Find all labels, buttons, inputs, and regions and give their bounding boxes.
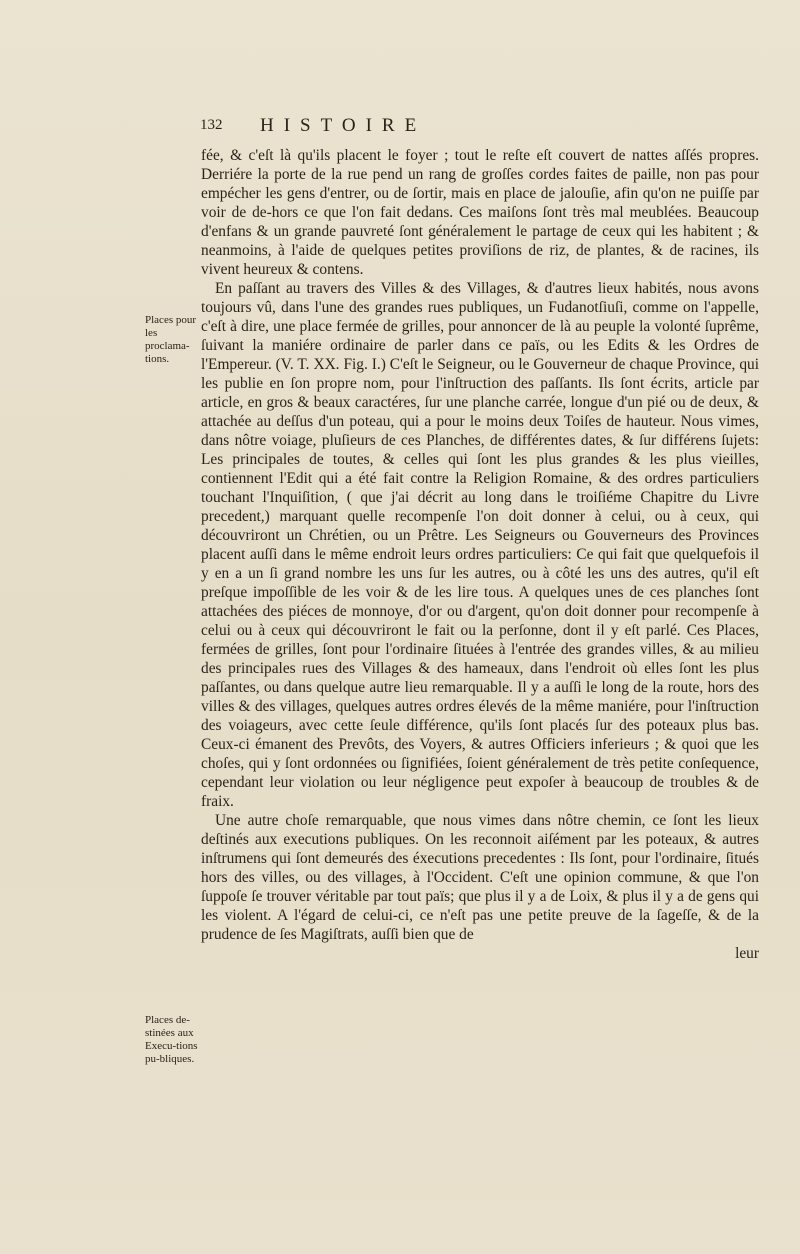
running-title: HISTOIRE (260, 115, 427, 136)
page-header (200, 117, 760, 139)
paragraph-houses: fée, & c'eſt là qu'ils placent le foyer ; tout le reſte eſt couvert de nattes aſſés propres. Derriére la porte de la rue pend un rang de groſſes cordes faites de paille, non pas pour empécher les gens d'entrer, ou de ſortir, mais en place de jalouſie, afin qu'on ne puiſſe par voir de de-hors ce que l'on fait dedans. Ces maiſons ſont très mal meublées. Beaucoup d'enfans & un grande pauvreté ſont généralement le partage de ceux qui les habitent ; & neanmoins, à l'aide de quelques petites proviſions de riz, de plantes, & de racines, ils vivent heureux & contens. (201, 147, 759, 278)
margin-note-proclamations: Places pour les proclama-tions. (145, 314, 197, 365)
catchword: leur (735, 945, 759, 962)
paragraph-proclamation-places: En paſſant au travers des Villes & des Villages, & d'autres lieux habités, nous avons toujours vû, dans l'une des grandes rues publiques, un Fudanotſiuſi, comme on l'appelle, c'eſt à dire, une place fermée de grilles, pour annoncer de là au peuple la volonté ſuprême, ſuivant la maniére ordinaire de parler dans ce païs, ou les Edits & les Ordres de l'Empereur. (V. T. XX. Fig. I.) C'eſt le Seigneur, ou le Gouverneur de chaque Province, qui les publie en ſon propre nom, pour l'inſtruction des paſſants. Ils ſont écrits, article par article, en gros & beaux caractéres, ſur une planche carrée, longue d'un pié ou de deux, & attachée au deſſus d'un poteau, qui a pour le moins deux Toiſes de hauteur. Nous vimes, dans nôtre voiage, pluſieurs de ces Planches, de différentes dates, & ſur différens ſujets: Les principales de toutes, & celles qui ſont les plus grandes & les plus vieilles, contiennent l'Edit qui a été fait contre la Religion Romaine, & des ordres particuliers touchant l'Inquiſition, ( que j'ai décrit au long dans le troiſiéme Chapitre du Livre precedent,) marquant quelle recompenſe l'on doit donner à celui, ou à ceux, qui découvriront un Chrétien, ou un Prêtre. Les Seigneurs ou Gouverneurs des Provinces placent auſſi dans le même endroit leurs ordres particuliers: Ce qui fait que quelquefois il y en a un ſi grand nombre les uns ſur les autres, ou à côté les uns des autres, qu'il eſt preſque impoſſible de les voir & de les lire tous. A quelques unes de ces planches ſont attachées des piéces de monnoye, d'or ou d'argent, qu'on doit donner pour recompenſe à celui ou à ceux qui découvriront le fait ou la perſonne, dont il y eſt parlé. Ces Places, fermées de grilles, ſont pour l'ordinaire ſituées à l'entrée des grandes villes, & au milieu des principales rues des Villages & des hameaux, dans l'endroit où elles ſont les plus paſſantes, ou dans quelque autre lieu remarquable. Il y a auſſi le long de la route, hors des villes & des villages, quelques autres ordres élevés de la même maniére, pour l'inſtruction des voiageurs, avec cette ſeule différence, qu'ils ſont placés ſur des poteaux plus bas. Ceux-ci émanent des Prevôts, des Voyers, & autres Officiers inferieurs ; & quoi que les choſes, qui y ſont ordonnées ou ſignifiées, ſoient généralement de très petite conſequence, cependant leur violation ou leur négligence peut expoſer à beaucoup de troubles & de fraix. (201, 280, 759, 810)
margin-note-executions: Places de-stinées aux Execu-tions pu-bliques. (145, 1014, 198, 1065)
body-text (201, 146, 759, 963)
page-number: 132 (200, 117, 223, 133)
paragraph-execution-places: Une autre choſe remarquable, que nous vimes dans nôtre chemin, ce ſont les lieux deſtinés aux executions publiques. On les reconnoit aiſément par les poteaux, & autres inſtrumens qui ſont demeurés des éxecutions precedentes : Ils ſont, pour l'ordinaire, ſitués hors des villes, ou des villages, à l'Occident. C'eſt une opinion commune, & que l'on ſuppoſe ſe trouver véritable par tout païs; que plus il y a de Loix, & plus il y a de gens qui les violent. A l'égard de celui-ci, ce n'eſt pas une petite preuve de la ſageſſe, & de la prudence de ſes Magiſtrats, auſſi bien que de (201, 812, 759, 943)
